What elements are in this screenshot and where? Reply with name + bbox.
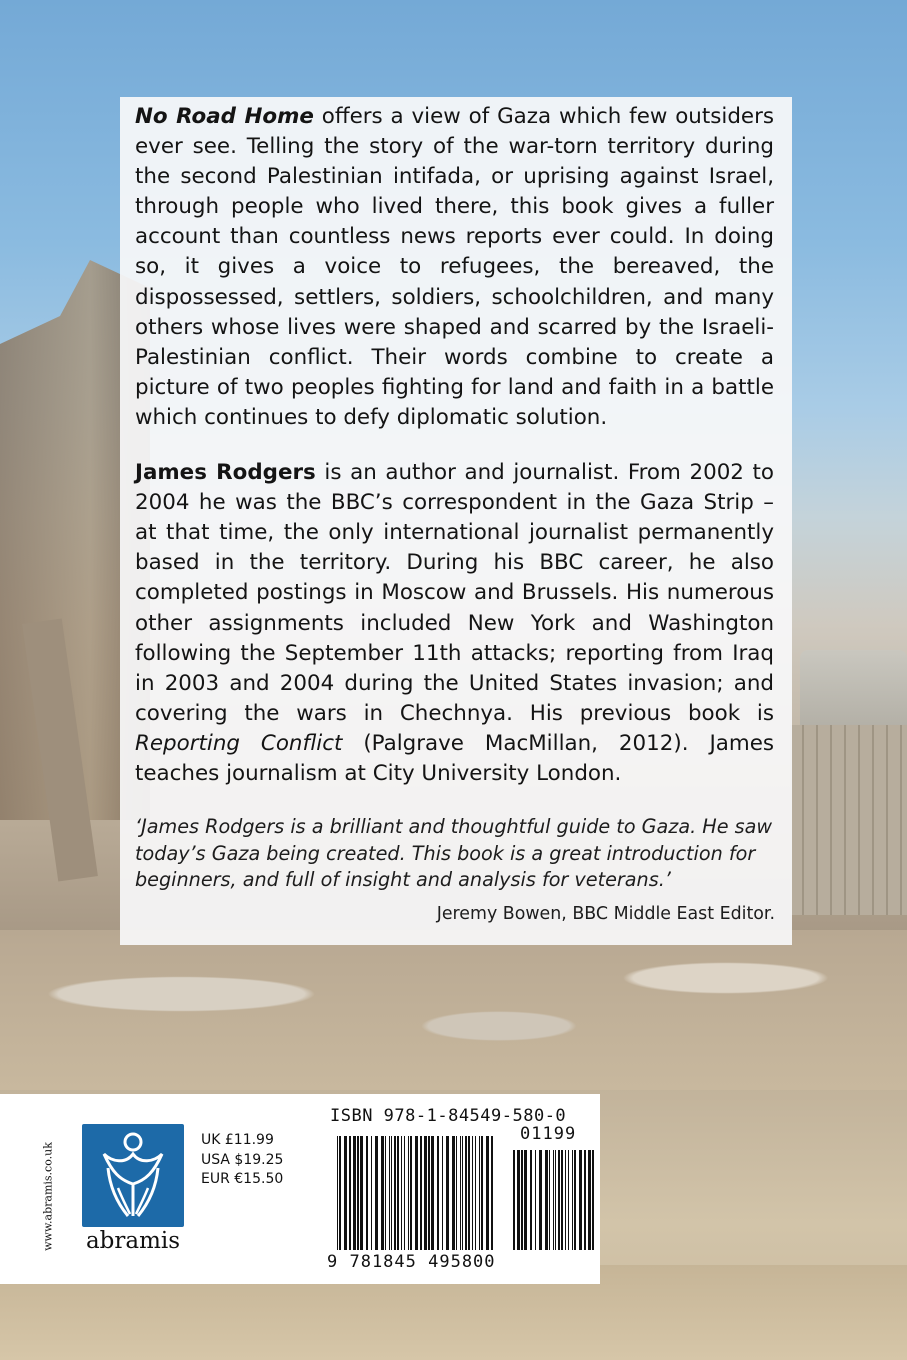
endorsement	[135, 814, 775, 924]
barcode-addon-bars	[513, 1150, 594, 1250]
barcode-bar	[460, 1136, 461, 1250]
price-uk: UK £11.99	[201, 1132, 274, 1148]
barcode-bar	[481, 1136, 483, 1250]
isbn-text: ISBN 978-1-84549-580-0	[330, 1106, 567, 1126]
blurb-panel	[120, 97, 792, 945]
barcode-bar	[344, 1136, 347, 1250]
barcode-bar	[486, 1136, 489, 1250]
previous-book-title: Reporting Conflict	[135, 730, 343, 756]
abramis-logo-icon	[82, 1124, 184, 1227]
barcode-bar	[521, 1150, 523, 1250]
barcode-bar	[588, 1150, 591, 1250]
barcode-bar	[371, 1136, 372, 1250]
author-name: James Rodgers	[135, 460, 316, 486]
barcode-bar	[561, 1150, 563, 1250]
author-bio-text-a: is an author and journalist. From 2002 to 2004 he was the BBC’s correspondent in the Gaza Strip – at that time, the only international journalist permanently based in the territory. During his BBC career, he also completed postings in Moscow and Brussels. His numerous other assignments included New York and Washington following the September 11th attacks; reporting from Iraq in 2003 and 2004 during the United States invasion; and covering the wars in Chechnya. His previous book is	[135, 460, 774, 726]
publisher-website: www.abramis.co.uk	[41, 1142, 55, 1251]
barcode-bar	[375, 1136, 378, 1250]
barcode-digits: 9 781845 495800	[327, 1252, 496, 1272]
barcode-bar	[446, 1136, 449, 1250]
barcode-bar	[385, 1136, 386, 1250]
barcode-bar	[397, 1136, 399, 1250]
book-title: No Road Home	[135, 104, 314, 129]
endorser-name: Jeremy Bowen	[436, 903, 562, 924]
barcode-bar	[452, 1136, 455, 1250]
endorsement-quote: ‘James Rodgers is a brilliant and thoughtful guide to Gaza. He saw today’s Gaza being created. This book is a great introduction for beginners, and full of insight and analysis for veterans.’	[135, 815, 773, 891]
barcode-bar	[472, 1136, 473, 1250]
barcode-bar	[420, 1136, 422, 1250]
barcode-bar	[401, 1136, 402, 1250]
barcode-bar	[456, 1136, 457, 1250]
barcode-bar	[408, 1136, 409, 1250]
barcode-bar	[545, 1150, 548, 1250]
price-eur: EUR €15.50	[201, 1171, 284, 1187]
barcode-bar	[539, 1150, 542, 1250]
barcode-bar	[339, 1136, 341, 1250]
barcode-bar	[572, 1150, 573, 1250]
barcode-bar	[513, 1150, 515, 1250]
barcode-bar	[568, 1150, 569, 1250]
barcode-bar	[475, 1136, 476, 1250]
barcode-bar	[360, 1136, 363, 1250]
barcode-bar	[442, 1136, 443, 1250]
author-bio-paragraph	[135, 458, 774, 789]
barcode-bar	[357, 1136, 359, 1250]
barcode-bar	[524, 1150, 527, 1250]
barcode-bar	[381, 1136, 384, 1250]
concrete-wall	[790, 725, 907, 915]
description-paragraph	[135, 102, 774, 433]
barcode-bar	[517, 1150, 520, 1250]
barcode-bar	[366, 1136, 368, 1250]
barcode-bar	[394, 1136, 396, 1250]
publisher-logo	[82, 1124, 184, 1227]
barcode-bar	[468, 1136, 470, 1250]
barcode-bar	[391, 1136, 392, 1250]
barcode-bar	[465, 1136, 467, 1250]
barcode-bar	[410, 1136, 412, 1250]
barcode-bar	[462, 1136, 463, 1250]
endorsement-attribution	[135, 904, 775, 924]
barcode-bar	[424, 1136, 427, 1250]
isbn-barcode	[337, 1136, 597, 1254]
barcode-bar	[574, 1150, 576, 1250]
barcode-bar	[404, 1136, 405, 1250]
description-text: offers a view of Gaza which few outsiders ever see. Telling the story of the war-torn territory during the second Palestinian intifada, or uprising against Israel, through people who lived there, this book gives a fuller account than countless news reports ever could. In doing so, it gives a voice to refugees, the bereaved, the dispossessed, settlers, soldiers, schoolchildren, and many others whose lives were shaped and scarred by the Israeli-Palestinian conflict. Their words combine to create a picture of two peoples fighting for land and faith in a battle which continues to defy diplomatic solution.	[135, 104, 775, 430]
barcode-bar	[428, 1136, 430, 1250]
rubble-field	[0, 930, 907, 1090]
barcode-bar	[530, 1150, 532, 1250]
barcode-bar	[558, 1150, 560, 1250]
barcode-main-bars	[337, 1136, 493, 1250]
barcode-bar	[415, 1136, 418, 1250]
barcode-bar	[579, 1150, 582, 1250]
barcode-bar	[389, 1136, 390, 1250]
author-bio-text-b: (Palgrave MacMillan, 2012). James teaches journalism at City University London.	[135, 730, 774, 786]
price-list	[201, 1131, 283, 1190]
price-addon-code: 01199	[520, 1124, 577, 1144]
barcode-bar	[584, 1150, 586, 1250]
barcode-bar	[565, 1150, 566, 1250]
barcode-bar	[479, 1136, 480, 1250]
barcode-bar	[535, 1150, 536, 1250]
barcode-bar	[349, 1136, 351, 1250]
barcode-bar	[437, 1136, 439, 1250]
barcode-bar	[553, 1150, 554, 1250]
barcode-bar	[592, 1150, 594, 1250]
barcode-bar	[555, 1150, 556, 1250]
barcode-bar	[431, 1136, 434, 1250]
price-usa: USA $19.25	[201, 1151, 284, 1168]
endorser-role: , BBC Middle East Editor.	[561, 903, 775, 924]
publisher-name: abramis	[85, 1228, 181, 1254]
barcode-bar	[353, 1136, 356, 1250]
barcode-bar	[491, 1136, 493, 1250]
barcode-bar	[549, 1150, 550, 1250]
barcode-bar	[337, 1136, 338, 1250]
